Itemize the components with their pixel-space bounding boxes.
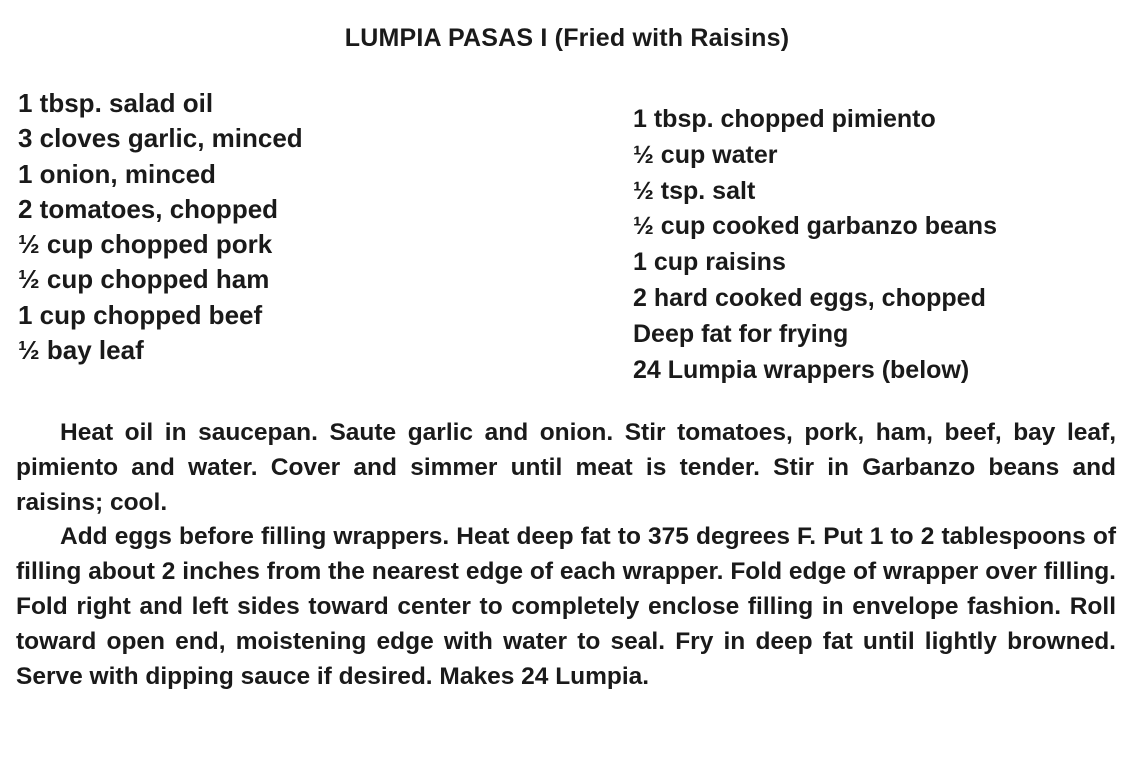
ingredient-list-right	[633, 102, 997, 388]
ingredient-item: 1 cup raisins	[633, 248, 786, 277]
ingredient-list-left	[18, 86, 303, 368]
ingredient-item: Deep fat for frying	[633, 319, 849, 348]
ingredient-item: ½ bay leaf	[18, 335, 144, 366]
ingredient-item: ½ cup water	[633, 140, 778, 169]
ingredient-item: ½ tsp. salt	[633, 176, 756, 205]
ingredient-item: 1 tbsp. salad oil	[18, 88, 214, 118]
ingredient-item: 2 hard cooked eggs, chopped	[633, 283, 986, 312]
ingredient-item: 1 tbsp. chopped pimiento	[633, 105, 936, 133]
ingredient-item: ½ cup cooked garbanzo beans	[633, 212, 997, 241]
directions	[16, 416, 1116, 694]
ingredient-item: 1 onion, minced	[18, 158, 216, 189]
ingredient-item: 24 Lumpia wrappers (below)	[633, 355, 970, 384]
ingredient-item: 1 cup chopped beef	[18, 299, 263, 330]
recipe-title: LUMPIA PASAS I (Fried with Raisins)	[344, 24, 790, 52]
ingredient-item: ½ cup chopped ham	[18, 264, 270, 295]
ingredient-item: 2 tomatoes, chopped	[18, 193, 279, 224]
ingredient-item: 3 cloves garlic, minced	[18, 123, 303, 154]
directions-paragraph: Heat oil in saucepan. Saute garlic and onion. Stir tomatoes, pork, ham, beef, bay leaf, pimiento and water. Cover and simmer until meat is tender. Stir in Garbanzo beans and raisins; cool.	[16, 419, 1116, 516]
ingredient-item: ½ cup chopped pork	[18, 229, 273, 260]
directions-paragraph: Add eggs before filling wrappers. Heat deep fat to 375 degrees F. Put 1 to 2 tablespoons of filling about 2 inches from the nearest edge of each wrapper. Fold edge of wrapper over filling. Fold right and left sides toward center to completely enclose filling in envelope fashion. Roll toward open end, moistening edge with water to seal. Fry in deep fat until lightly browned. Serve with dipping sauce if desired. Makes 24 Lumpia.	[16, 523, 1116, 690]
